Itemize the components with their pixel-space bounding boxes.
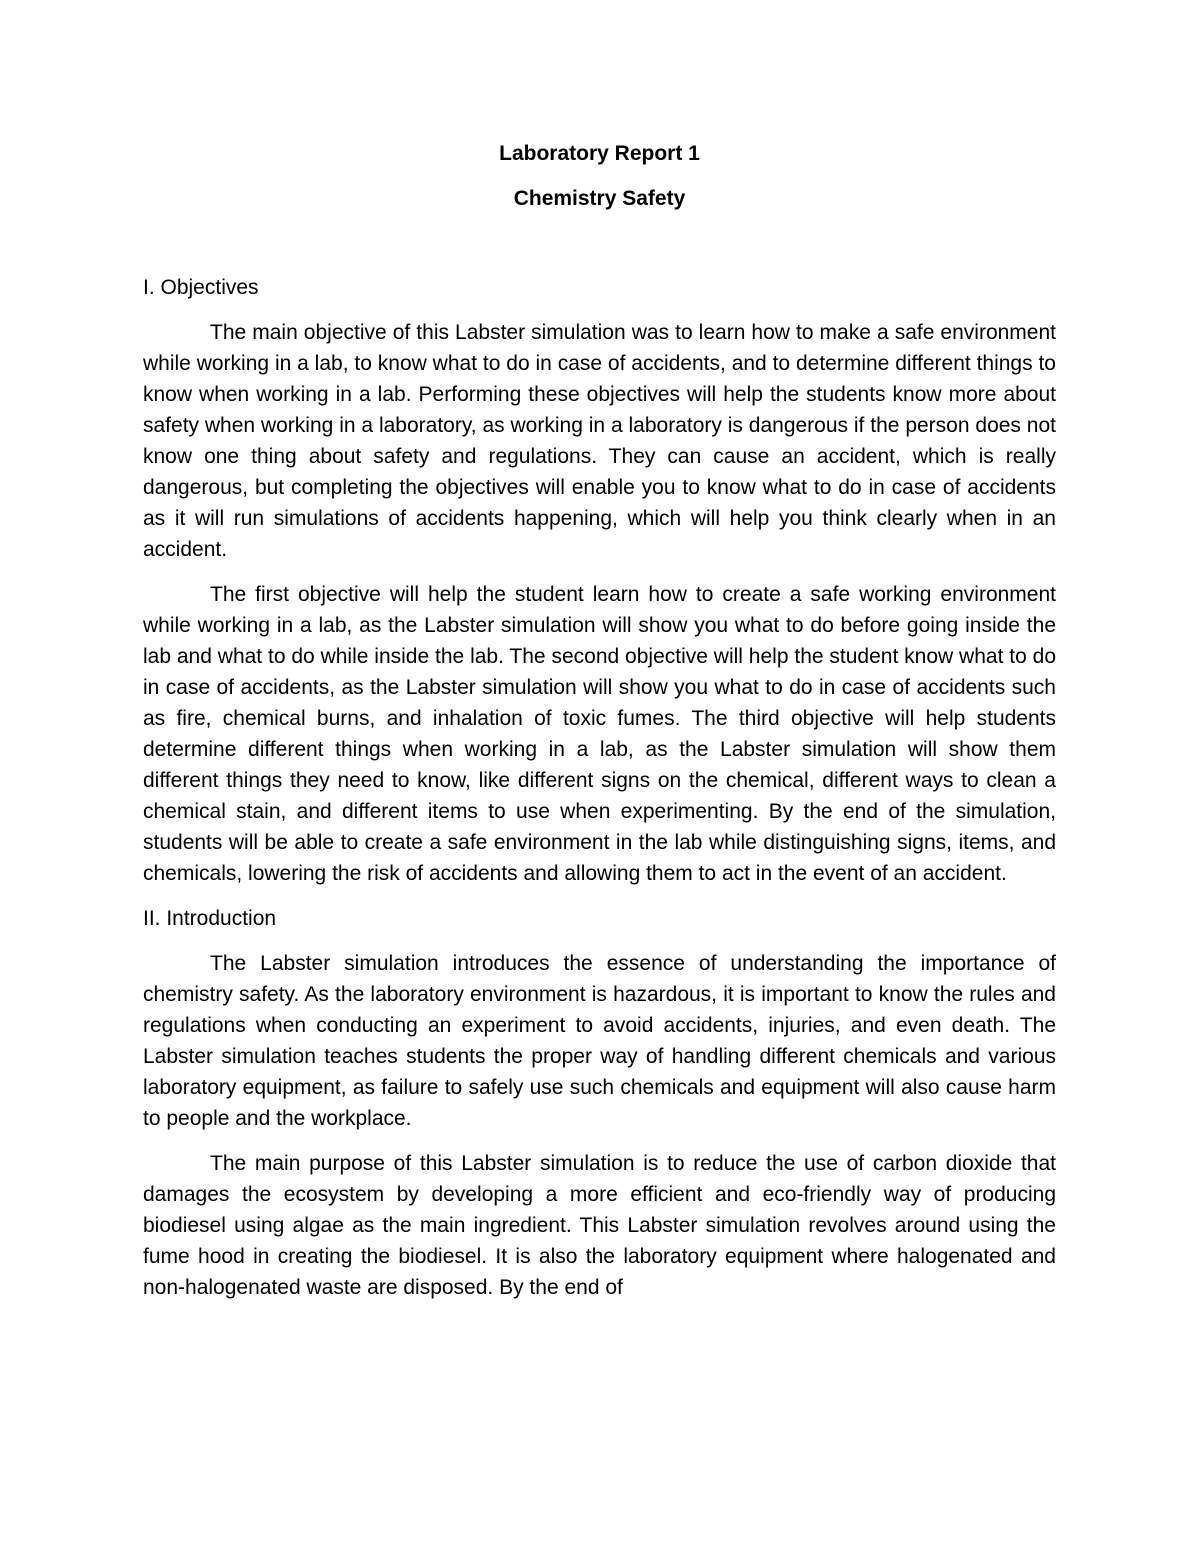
introduction-paragraph-1: The Labster simulation introduces the essence of understanding the importance of chemistry safety. As the laboratory environment is hazardous, it is important to know the rules and regulations when conducting an experiment to avoid accidents, injuries, and even death. The Labster simulation teaches students the proper way of handling different chemicals and various laboratory equipment, as failure to safely use such chemicals and equipment will also cause harm to people and the workplace. <box>143 952 1056 1130</box>
objectives-paragraph-2: The first objective will help the student learn how to create a safe working environment while working in a lab, as the Labster simulation will show you what to do before going inside the lab and what to do while inside the lab. The second objective will help the student know what to do in case of accidents, as the Labster simulation will show you what to do in case of accidents such as fire, chemical burns, and inhalation of toxic fumes. The third objective will help students determine different things when working in a lab, as the Labster simulation will show them different things they need to know, like different signs on the chemical, different ways to clean a chemical stain, and different items to use when experimenting. By the end of the simulation, students will be able to create a safe environment in the lab while distinguishing signs, items, and chemicals, lowering the risk of accidents and allowing them to act in the event of an accident. <box>143 583 1056 885</box>
section-heading-introduction: II. Introduction <box>143 907 277 930</box>
introduction-paragraph-2: The main purpose of this Labster simulation is to reduce the use of carbon dioxide that damages the ecosystem by developing a more efficient and eco-friendly way of producing biodiesel using algae as the main ingredient. This Labster simulation revolves around using the fume hood in creating the biodiesel. It is also the laboratory equipment where halogenated and non-halogenated waste are disposed. By the end of <box>143 1152 1056 1299</box>
document-title: Laboratory Report 1 <box>499 142 700 165</box>
document-page <box>143 138 1056 1303</box>
section-heading-objectives: I. Objectives <box>143 276 259 299</box>
objectives-paragraph-1: The main objective of this Labster simulation was to learn how to make a safe environment while working in a lab, to know what to do in case of accidents, and to determine different things to know when working in a lab. Performing these objectives will help the students know more about safety when working in a laboratory, as working in a laboratory is dangerous if the person does not know one thing about safety and regulations. They can cause an accident, which is really dangerous, but completing the objectives will enable you to know what to do in case of accidents as it will run simulations of accidents happening, which will help you think clearly when in an accident. <box>143 321 1056 561</box>
document-subtitle: Chemistry Safety <box>513 187 686 210</box>
